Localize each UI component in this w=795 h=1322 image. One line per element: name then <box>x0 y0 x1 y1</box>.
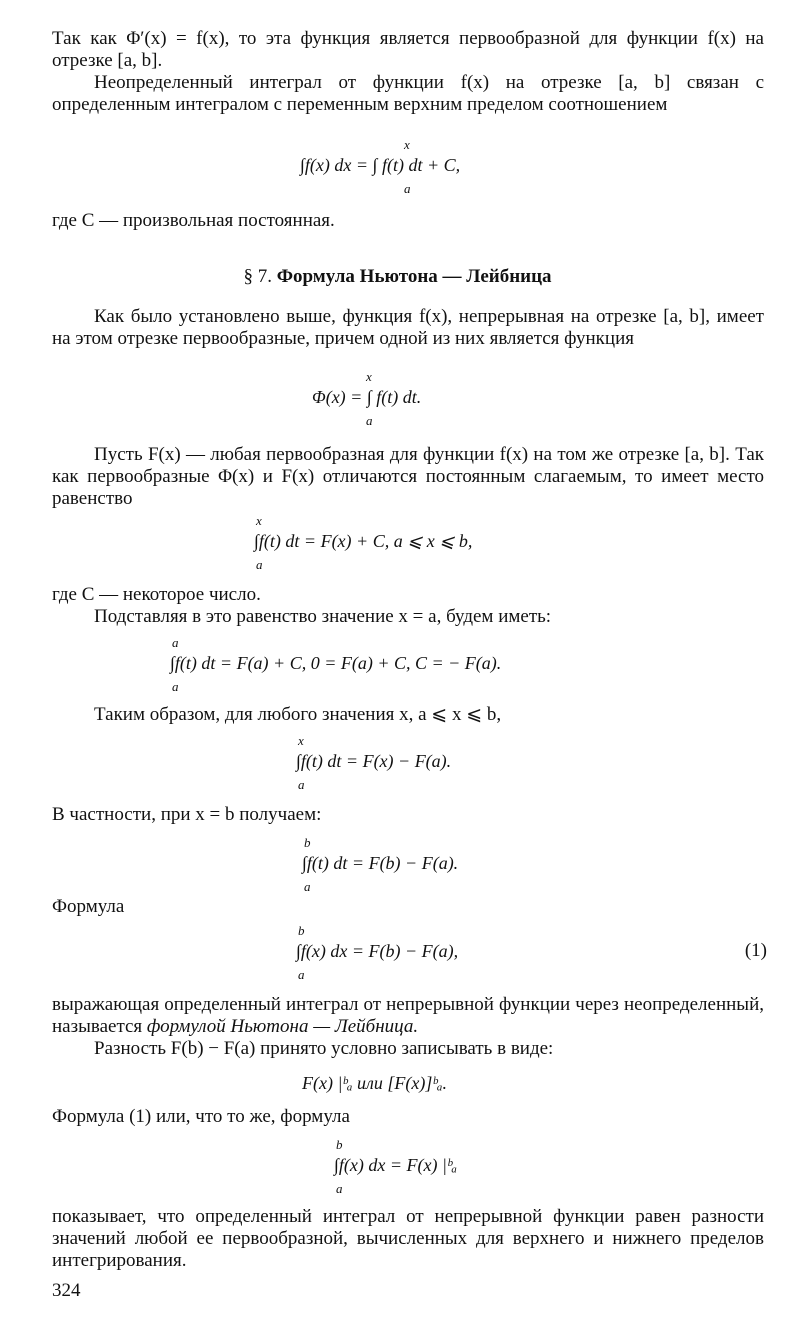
paragraph-conclusion: показывает, что определенный интеграл от непрерывной функции равен разности значений любой ее первообразной, вычисленных для верхнего и нижнего пределов интегрирования. <box>52 1206 764 1271</box>
page-number: 324 <box>52 1280 81 1301</box>
formula-4-lower-limit: a <box>172 679 179 694</box>
paragraph-continuous-function: Как было установлено выше, функция f(x), непрерывная на отрезке [a, b], имеет на этом отрезке первообразные, причем одной из них является функция <box>52 306 764 349</box>
formula-particular: ∫f(t) dt = F(b) − F(a). <box>302 853 459 873</box>
formula-3-lower-limit: a <box>256 557 263 572</box>
paragraph-antiderivative: Так как Φ′(x) = f(x), то эта функция является первообразной для функции f(x) на отрезке [a, b]. <box>52 28 764 71</box>
formula-bar-notation: ∫f(x) dx = F(x) |ᵇₐ <box>334 1155 458 1175</box>
section-heading <box>0 266 795 288</box>
equation-number: (1) <box>744 940 767 961</box>
formula-6-lower-limit: a <box>304 879 311 894</box>
formula-substitution: ∫f(t) dt = F(a) + C, 0 = F(a) + C, C = − F(a). <box>170 653 502 673</box>
formula-6-upper-limit: b <box>304 835 311 850</box>
paragraph-arbitrary-constant: где C — произвольная постоянная. <box>52 210 335 231</box>
formula-2-upper-limit: x <box>366 369 372 384</box>
formula-indefinite-vs-definite: ∫f(x) dx = ∫ f(t) dt + C, <box>300 155 461 175</box>
paragraph-indefinite-integral: Неопределенный интеграл от функции f(x) на отрезке [a, b] связан с определенным интегралом с переменным верхним пределом соотношением <box>52 72 764 115</box>
formula-newton-leibniz: ∫f(x) dx = F(b) − F(a), <box>296 941 459 961</box>
section-number: § 7. <box>243 266 272 287</box>
definition-term: формулой Ньютона — Лейбница. <box>146 1016 419 1037</box>
paragraph-in-particular: В частности, при x = b получаем: <box>52 804 322 825</box>
formula-difference: ∫f(t) dt = F(x) − F(a). <box>296 751 452 771</box>
paragraph-any-antiderivative: Пусть F(x) — любая первообразная для функции f(x) на том же отрезке [a, b]. Так как первообразные Φ(x) и F(x) отличаются постоянным слагаемым, то имеет место равенство <box>52 444 764 509</box>
formula-5-lower-limit: a <box>298 777 305 792</box>
definition-text: выражающая определенный интеграл от непрерывной функции через неопределенный, называется <box>52 994 764 1037</box>
formula-phi: Φ(x) = ∫ f(t) dt. <box>312 387 422 407</box>
formula-9-lower-limit: a <box>336 1181 343 1196</box>
formula-5-upper-limit: x <box>298 733 304 748</box>
formula-1-lower-limit: a <box>404 181 411 196</box>
formula-3-upper-limit: x <box>256 513 262 528</box>
formula-7-lower-limit: a <box>298 967 305 982</box>
formula-equality: ∫f(t) dt = F(x) + C, a ⩽ x ⩽ b, <box>254 531 473 551</box>
formula-4-upper-limit: a <box>172 635 179 650</box>
section-title: Формула Ньютона — Лейбница <box>276 266 552 287</box>
formula-1-upper-limit: x <box>404 137 410 152</box>
formula-notation: F(x) |ᵇₐ или [F(x)]ᵇₐ. <box>302 1073 447 1093</box>
paragraph-thus: Таким образом, для любого значения x, a ⩽ x ⩽ b, <box>94 704 502 725</box>
paragraph-newton-leibniz-definition <box>52 994 764 1038</box>
paragraph-substituting: Подставляя в это равенство значение x = a, будем иметь: <box>94 606 552 627</box>
paragraph-notation: Разность F(b) − F(a) принято условно записывать в виде: <box>94 1038 554 1059</box>
paragraph-some-number: где C — некоторое число. <box>52 584 261 605</box>
paragraph-formula-label: Формула <box>52 896 125 917</box>
formula-7-upper-limit: b <box>298 923 305 938</box>
paragraph-formula-or: Формула (1) или, что то же, формула <box>52 1106 350 1127</box>
formula-9-upper-limit: b <box>336 1137 343 1152</box>
formula-2-lower-limit: a <box>366 413 373 428</box>
